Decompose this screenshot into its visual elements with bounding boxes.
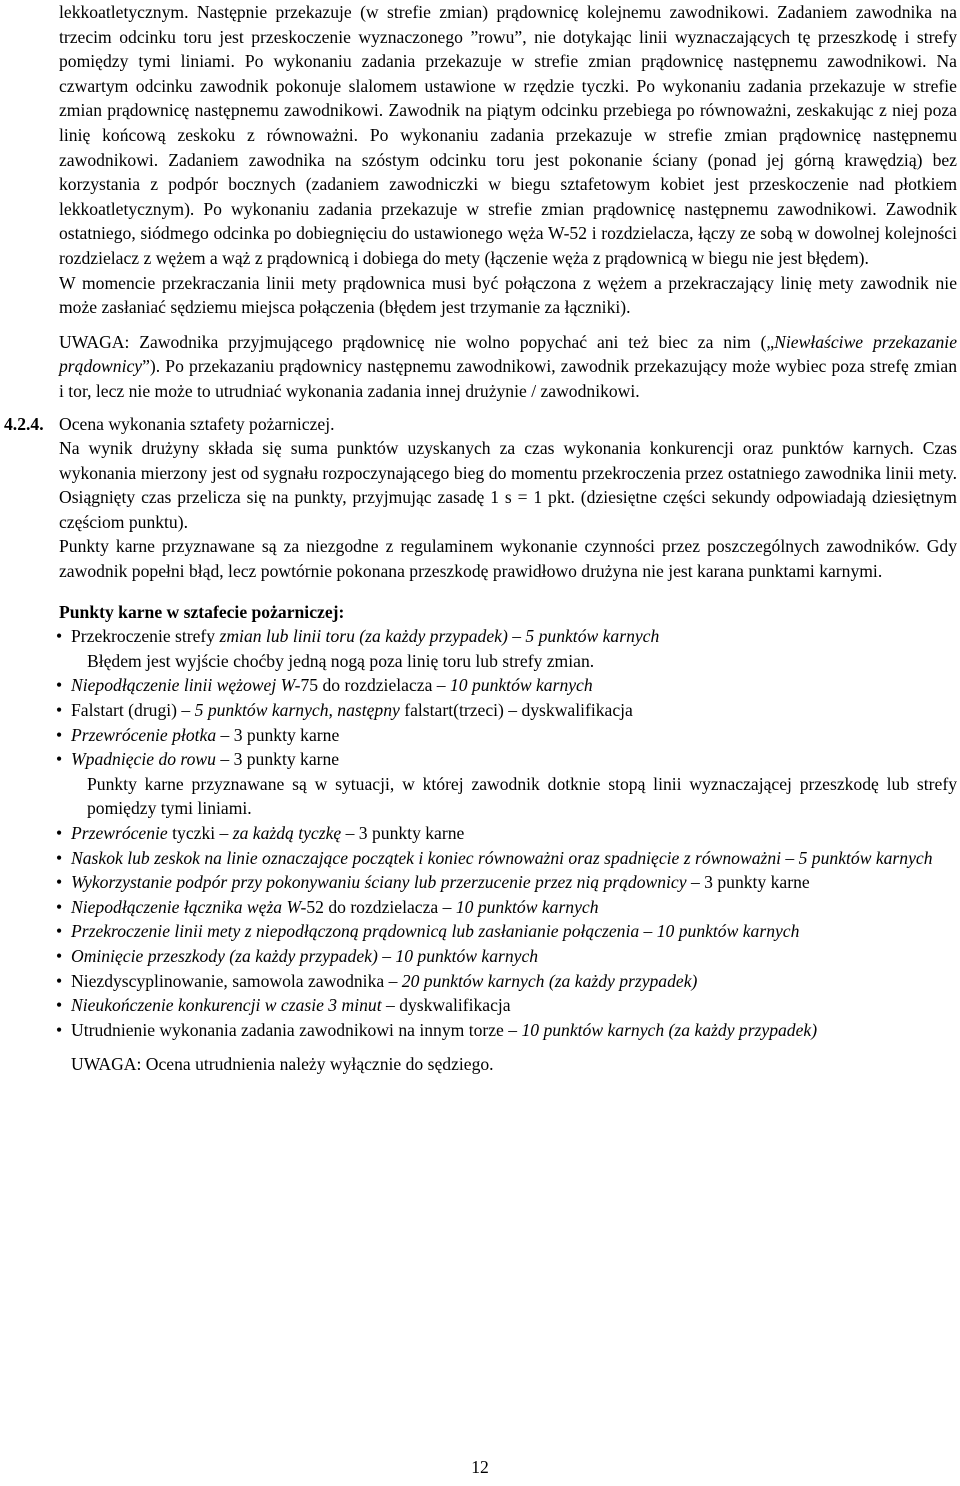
bullet-icon: • <box>56 995 63 1016</box>
final-uwaga: UWAGA: Ocena utrudnienia należy wyłącznie do sędziego. <box>71 1054 494 1075</box>
bullet-icon: • <box>56 626 63 647</box>
list-item: • Naskok lub zeskok na linie oznaczające początek i koniec równoważni oraz spadnięcie z równoważni – 5 punktów karnych <box>59 846 957 871</box>
intro-paragraph-2: W momencie przekraczania linii mety prądownica musi być połączona z wężem a przekraczający linię mety zawodnik nie może zasłaniać sędziemu miejsca połączenia (błędem jest trzymanie za łączniki). <box>59 272 957 318</box>
bullet-icon: • <box>56 700 63 721</box>
list-item: • Falstart (drugi) – 5 punktów karnych, następny falstart(trzeci) – dyskwalifikacja <box>59 698 957 723</box>
list-item: • Przewrócenie tyczki – za każdą tyczkę – 3 punkty karne <box>59 821 957 846</box>
bullet-icon: • <box>56 872 63 893</box>
bullet-icon: • <box>56 847 63 868</box>
list-item: • Ominięcie przeszkody (za każdy przypadek) – 10 punktów karnych <box>59 944 957 969</box>
bullet-icon: • <box>56 896 63 917</box>
bullet-icon: • <box>56 1019 63 1040</box>
bullet-icon: • <box>56 823 63 843</box>
section-title: Ocena wykonania sztafety pożarniczej. <box>59 413 335 434</box>
section-number: 4.2.4. <box>4 413 44 434</box>
list-item: • Wykorzystanie podpór przy pokonywaniu ściany lub przerzucenie przez nią prądownicy – 3 punkty karne <box>59 870 957 895</box>
list-item: • Utrudnienie wykonania zadania zawodnikowi na innym torze – 10 punktów karnych (za każdy przypadek) <box>59 1018 957 1043</box>
bullet-icon: • <box>56 749 63 770</box>
penalty-note: Błędem jest wyjście choćby jedną nogą poza linię toru lub strefy zmian. <box>87 650 595 671</box>
list-item: • Przekroczenie strefy zmian lub linii toru (za każdy przypadek) – 5 punktów karnych <box>59 624 957 649</box>
list-item: • Przewrócenie płotka – 3 punkty karne <box>59 723 957 748</box>
page-number: 12 <box>471 1457 489 1477</box>
section-paragraph-1: Na wynik drużyny składa się suma punktów uzyskanych za czas wykonania konkurencji oraz punktów karnych. Czas wykonania mierzony jest od sygnału rozpoczynającego bieg do momentu przekroczenia przez ostatniego zawodnika linii mety. Osiągnięty czas przelicza się na punkty, przyjmując zasadę 1 s = 1 pkt. (dziesiętne części sekundy odpowiadają dziesiętnym częściom punktu). <box>59 438 957 532</box>
list-item: • Niezdyscyplinowanie, samowola zawodnika – 20 punktów karnych (za każdy przypadek) <box>59 969 957 994</box>
uwaga-text-b: ”). Po przekazaniu prądownicy następnemu zawodnikowi, zawodnik przekazujący może wybiec poza strefę zmian i tor, lecz nie może to utrudniać wykonania zadania innej drużynie / zawodnikowi. <box>59 356 957 401</box>
list-item: • Niepodłączenie linii wężowej W-75 do rozdzielacza – 10 punktów karnych <box>59 673 957 698</box>
list-item: • Nieukończenie konkurencji w czasie 3 minut – dyskwalifikacja <box>59 993 957 1018</box>
uwaga-text-a: UWAGA: Zawodnika przyjmującego prądownicę nie wolno popychać ani też biec za nim („ <box>59 331 775 352</box>
list-item: • Wpadnięcie do rowu – 3 punkty karne <box>59 747 957 772</box>
penalties-list <box>56 624 957 1042</box>
bullet-icon: • <box>56 724 63 745</box>
list-item: • Niepodłączenie łącznika węża W-52 do rozdzielacza – 10 punktów karnych <box>59 895 957 920</box>
penalty-note: Punkty karne przyznawane są w sytuacji, w której zawodnik dotknie stopą linii wyznaczającej przeszkodę lub strefy pomiędzy tymi liniami. <box>87 773 957 819</box>
bullet-icon: • <box>56 945 63 966</box>
bullet-icon: • <box>56 970 63 991</box>
bullet-icon: • <box>56 675 63 696</box>
section-4-2-4 <box>4 412 957 584</box>
penalties-heading: Punkty karne w sztafecie pożarniczej: <box>59 601 345 622</box>
bullet-icon: • <box>56 921 63 942</box>
uwaga-italic: Niewłaściwe przekazanie prądownicy <box>59 331 958 377</box>
document-page <box>4 0 958 1077</box>
section-paragraph-2: Punkty karne przyznawane są za niezgodne z regulaminem wykonanie czynności przez poszczególnych zawodników. Gdy zawodnik popełni błąd, lecz powtórnie pokonana przeszkodę prawidłowo drużyna nie jest karana punktami karnymi. <box>59 536 957 582</box>
intro-uwaga <box>59 330 957 404</box>
list-item: • Przekroczenie linii mety z niepodłączoną prądownicą lub zasłanianie połączenia – 10 punktów karnych <box>59 919 957 944</box>
intro-paragraph-1: lekkoatletycznym. Następnie przekazuje (w strefie zmian) prądownicę kolejnemu zawodnikowi. Zadaniem zawodnika na trzecim odcinku toru jest przeskoczenie wyznaczonego ”rowu”, nie dotykając linii wyznaczających tę przeszkodę i strefy pomiędzy tymi liniami. Po wykonaniu zadania przekazuje w strefie zmian prądownicę następnemu zawodnikowi. Na czwartym odcinku zawodnik pokonuje slalomem ustawione w rzędzie tyczki. Po wykonaniu zadania przekazuje w strefie zmian prądownicę następnemu zawodnikowi. Zawodnik na piątym odcinku przebiega po równoważni, zeskakując z niej poza linię końcową zeskoku z równoważni. Po wykonaniu zadania przekazuje w strefie zmian prądownicę następnemu zawodnikowi. Zadaniem zawodnika na szóstym odcinku toru jest pokonanie ściany (ponad jej górną krawędzią) bez korzystania z podpór bocznych (zadaniem zawodniczki w biegu sztafetowym kobiet jest przeskoczenie nad płotkiem lekkoatletycznym). Po wykonaniu zadania przekazuje w strefie zmian prądownicę następnemu zawodnikowi. Zawodnik ostatniego, siódmego odcinka po dobiegnięciu do ustawionego węża W-52 i rozdzielacza, łączy ze sobą w dowolnej kolejności rozdzielacz z wężem a wąż z prądownicą i dobiega do mety (łączenie węża z prądownicą w biegu nie jest błędem). <box>59 2 957 268</box>
